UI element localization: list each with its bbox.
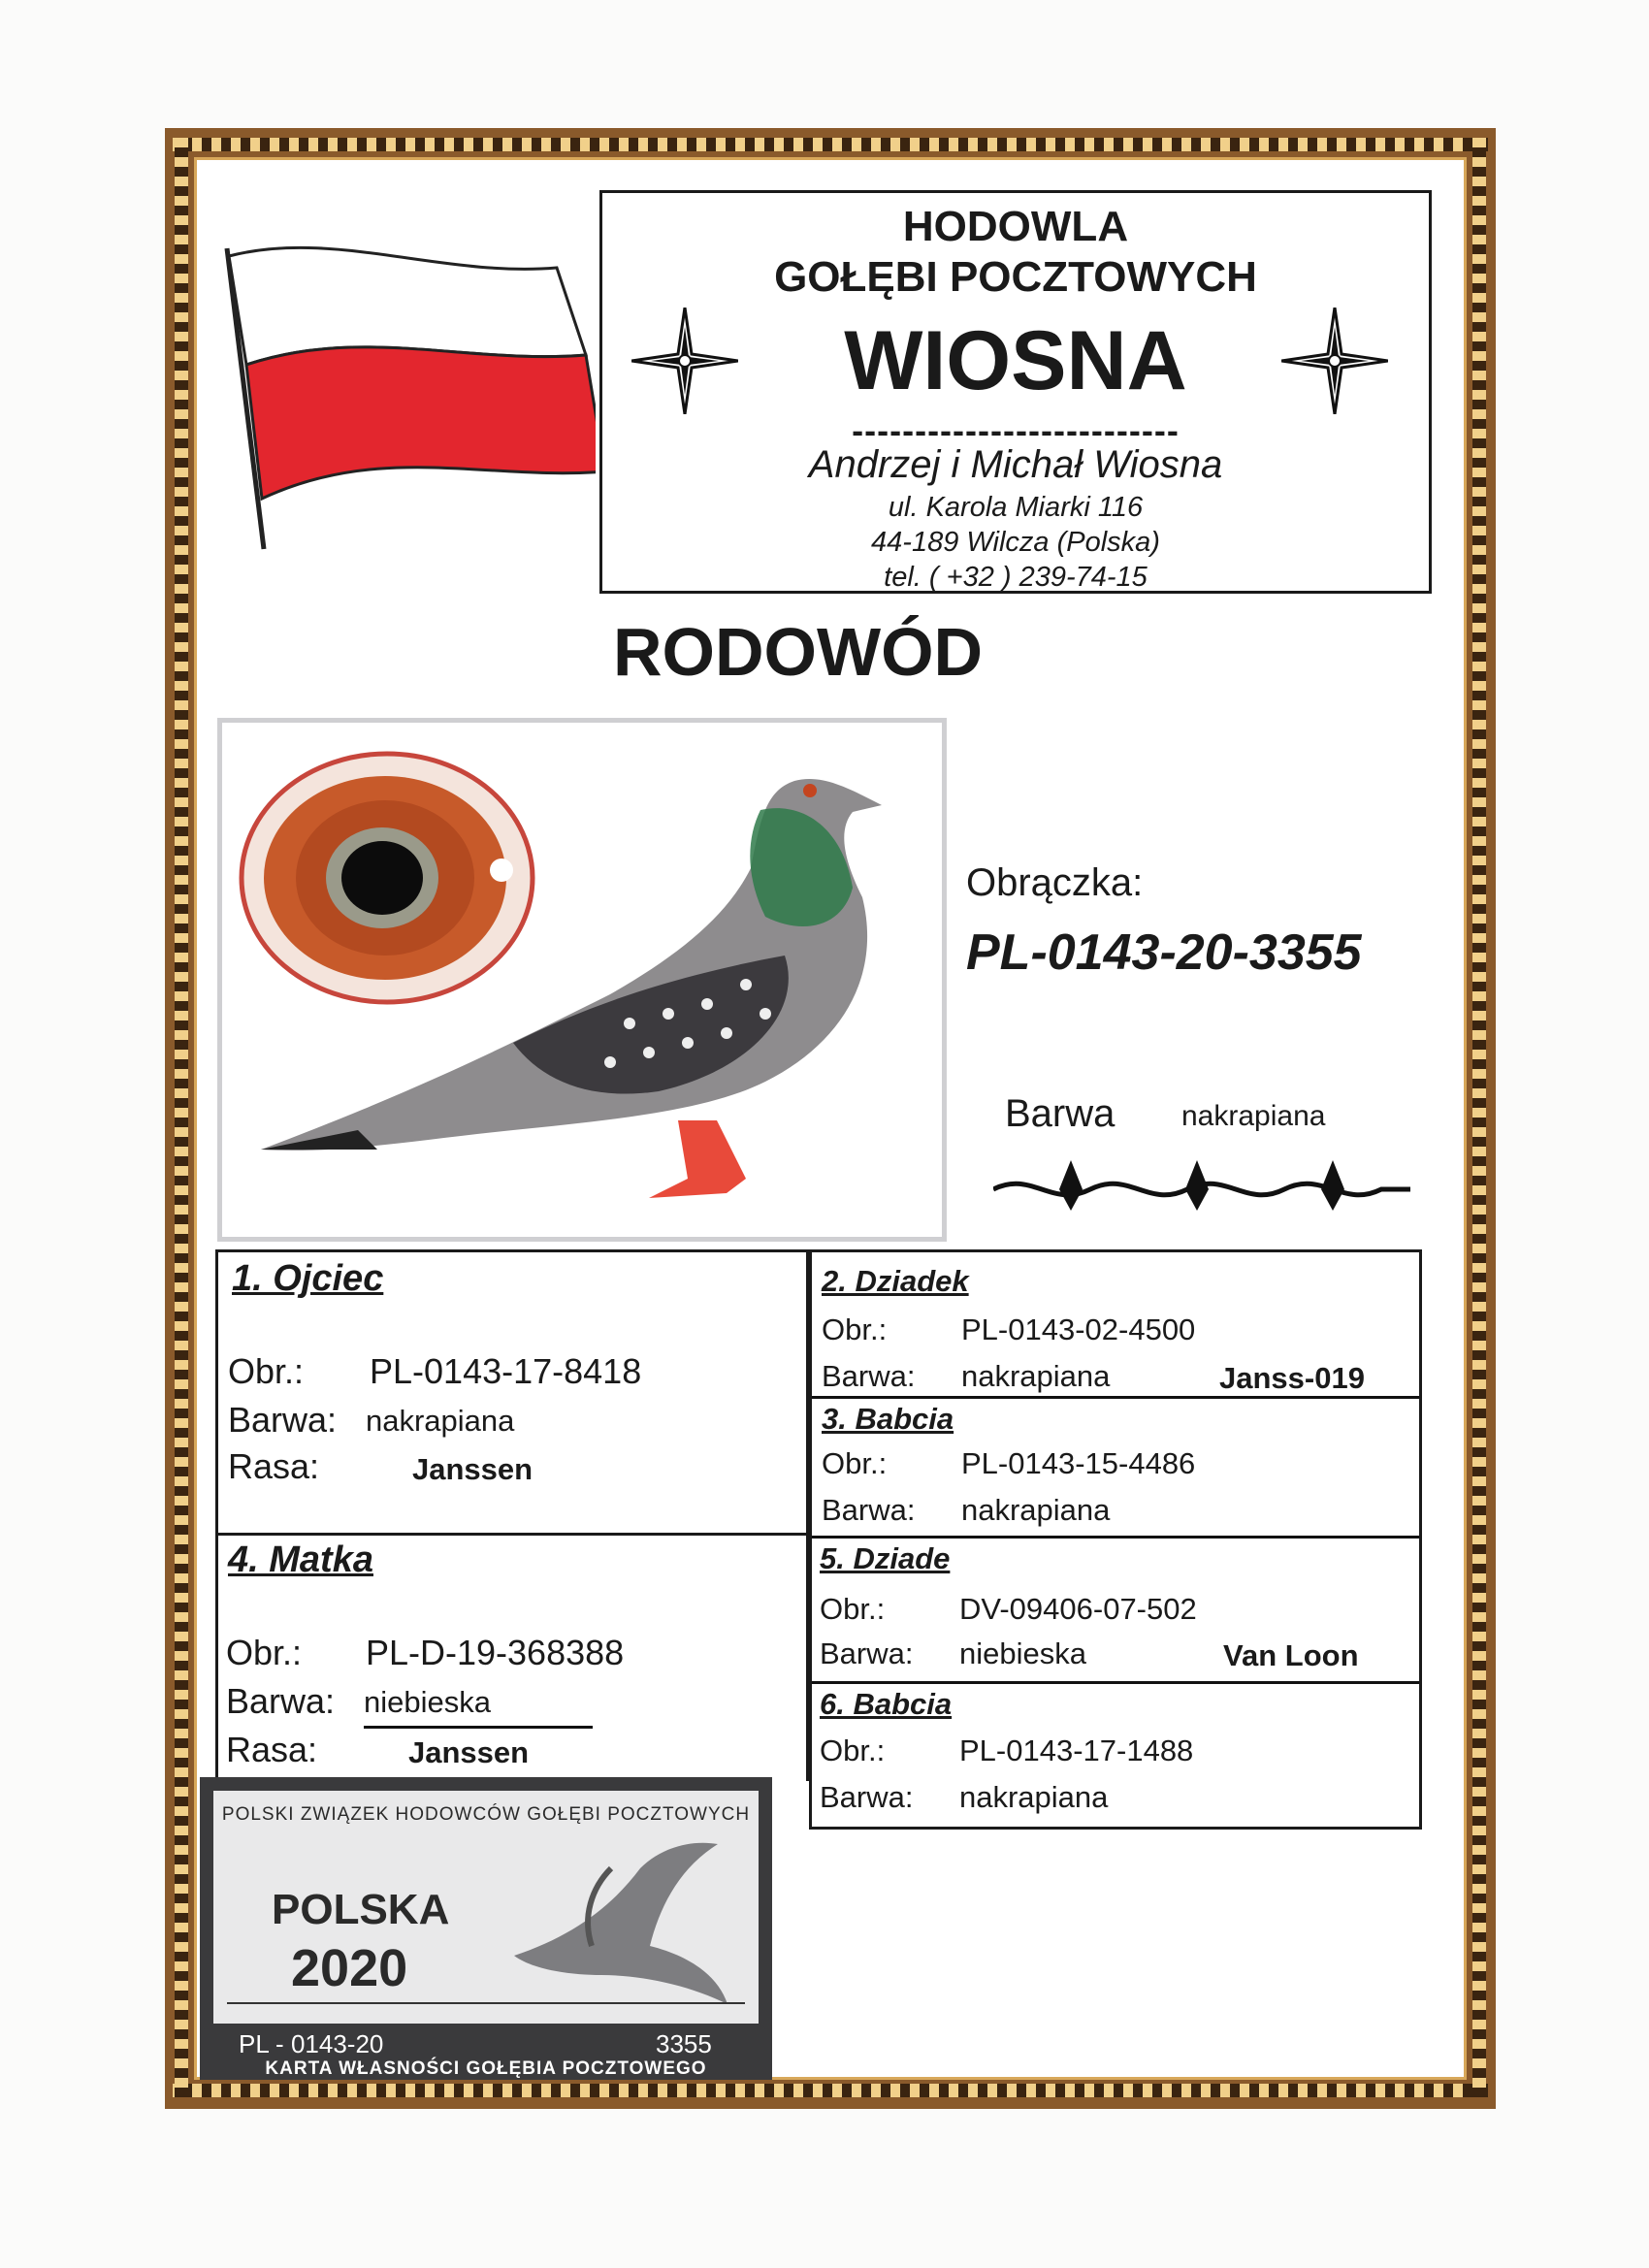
grandparent-color-label: Barwa: bbox=[820, 1780, 914, 1814]
frame-border-bottom bbox=[173, 2084, 1488, 2097]
mother-box bbox=[215, 1533, 809, 1781]
mother-breed-label: Rasa: bbox=[226, 1730, 318, 1769]
grandparent-color-label: Barwa: bbox=[820, 1636, 914, 1670]
card-year: 2020 bbox=[291, 1939, 408, 1997]
father-color-label: Barwa: bbox=[228, 1400, 338, 1440]
grandparent-card bbox=[812, 1536, 1419, 1684]
grandparent-color: nakrapiana bbox=[959, 1780, 1109, 1814]
grandparent-ring: DV-09406-07-502 bbox=[959, 1592, 1197, 1626]
color-value: nakrapiana bbox=[1181, 1100, 1326, 1132]
mother-color: niebieska bbox=[364, 1685, 593, 1729]
loft-name: WIOSNA bbox=[844, 314, 1187, 407]
grandparent-color: nakrapiana bbox=[961, 1359, 1111, 1393]
pigeon-watermark-icon bbox=[495, 1830, 747, 2014]
address-phone: tel. ( +32 ) 239-74-15 bbox=[884, 562, 1148, 593]
mother-ring: PL-D-19-368388 bbox=[366, 1633, 625, 1672]
card-rule bbox=[227, 2002, 745, 2004]
ring-number: PL-0143-20-3355 bbox=[966, 924, 1362, 981]
header-line-2: GOŁĘBI POCZTOWYCH bbox=[774, 253, 1257, 301]
ownership-card bbox=[200, 1777, 772, 2080]
grandparent-color-label: Barwa: bbox=[822, 1359, 916, 1393]
breeder-header bbox=[599, 190, 1432, 594]
father-breed-label: Rasa: bbox=[228, 1446, 320, 1486]
father-color: nakrapiana bbox=[366, 1404, 515, 1438]
father-box bbox=[215, 1249, 809, 1537]
mother-heading: 4. Matka bbox=[228, 1539, 373, 1580]
father-breed: Janssen bbox=[412, 1452, 534, 1486]
compass-star-icon bbox=[1281, 308, 1388, 414]
mother-color-label: Barwa: bbox=[226, 1681, 336, 1721]
father-heading: 1. Ojciec bbox=[232, 1258, 384, 1299]
mother-breed: Janssen bbox=[408, 1735, 530, 1769]
frame-border-top bbox=[173, 138, 1488, 151]
address-city: 44-189 Wilcza (Polska) bbox=[871, 527, 1160, 558]
grandparent-ring: PL-0143-02-4500 bbox=[961, 1312, 1196, 1346]
grandparent-breed: Janss-019 bbox=[1219, 1361, 1365, 1395]
color-label: Barwa bbox=[1005, 1092, 1116, 1135]
grandparent-ring: PL-0143-17-1488 bbox=[959, 1733, 1194, 1767]
father-ring-label: Obr.: bbox=[228, 1351, 305, 1391]
grandparent-heading: 6. Babcia bbox=[820, 1687, 953, 1721]
ornament-icon bbox=[993, 1150, 1420, 1218]
grandparent-ring-label: Obr.: bbox=[820, 1733, 886, 1767]
mother-ring-label: Obr.: bbox=[226, 1633, 303, 1672]
grandparent-color: nakrapiana bbox=[961, 1493, 1111, 1527]
polish-flag-icon bbox=[217, 239, 596, 559]
grandparents-box bbox=[809, 1249, 1422, 1830]
grandparent-ring: PL-0143-15-4486 bbox=[961, 1446, 1196, 1480]
grandparent-ring-label: Obr.: bbox=[822, 1312, 888, 1346]
compass-star-icon bbox=[631, 308, 738, 414]
card-country: POLSKA bbox=[272, 1886, 450, 1933]
grandparent-heading: 3. Babcia bbox=[822, 1402, 954, 1436]
card-footer: KARTA WŁASNOŚCI GOŁĘBIA POCZTOWEGO bbox=[265, 2058, 707, 2079]
grandparent-heading: 5. Dziade bbox=[820, 1541, 951, 1575]
header-line-1: HODOWLA bbox=[902, 203, 1129, 250]
ring-label: Obrączka: bbox=[966, 861, 1144, 904]
address-street: ul. Karola Miarki 116 bbox=[888, 492, 1144, 523]
grandparent-card bbox=[812, 1252, 1419, 1399]
grandparent-breed: Van Loon bbox=[1223, 1638, 1359, 1672]
grandparent-heading: 2. Dziadek bbox=[822, 1264, 969, 1298]
frame-border-left bbox=[175, 138, 188, 2097]
pigeon-photo bbox=[217, 718, 947, 1242]
grandparent-color: niebieska bbox=[959, 1636, 1086, 1670]
frame-border-right bbox=[1472, 138, 1486, 2097]
father-ring: PL-0143-17-8418 bbox=[370, 1351, 642, 1391]
owner-names: Andrzej i Michał Wiosna bbox=[808, 443, 1223, 486]
grandparent-ring-label: Obr.: bbox=[820, 1592, 886, 1626]
grandparent-ring-label: Obr.: bbox=[822, 1446, 888, 1480]
divider-dashes: -------------------------- bbox=[852, 410, 1180, 450]
grandparent-color-label: Barwa: bbox=[822, 1493, 916, 1527]
ownership-card-body bbox=[213, 1791, 759, 2024]
grandparent-card bbox=[812, 1396, 1419, 1539]
page-title: RODOWÓD bbox=[613, 614, 984, 690]
card-ring-number: 3355 bbox=[656, 2029, 712, 2058]
grandparent-card bbox=[812, 1681, 1419, 1827]
card-org: POLSKI ZWIĄZEK HODOWCÓW GOŁĘBI POCZTOWYCH bbox=[221, 1804, 751, 1825]
card-ring-prefix: PL - 0143-20 bbox=[239, 2029, 384, 2058]
